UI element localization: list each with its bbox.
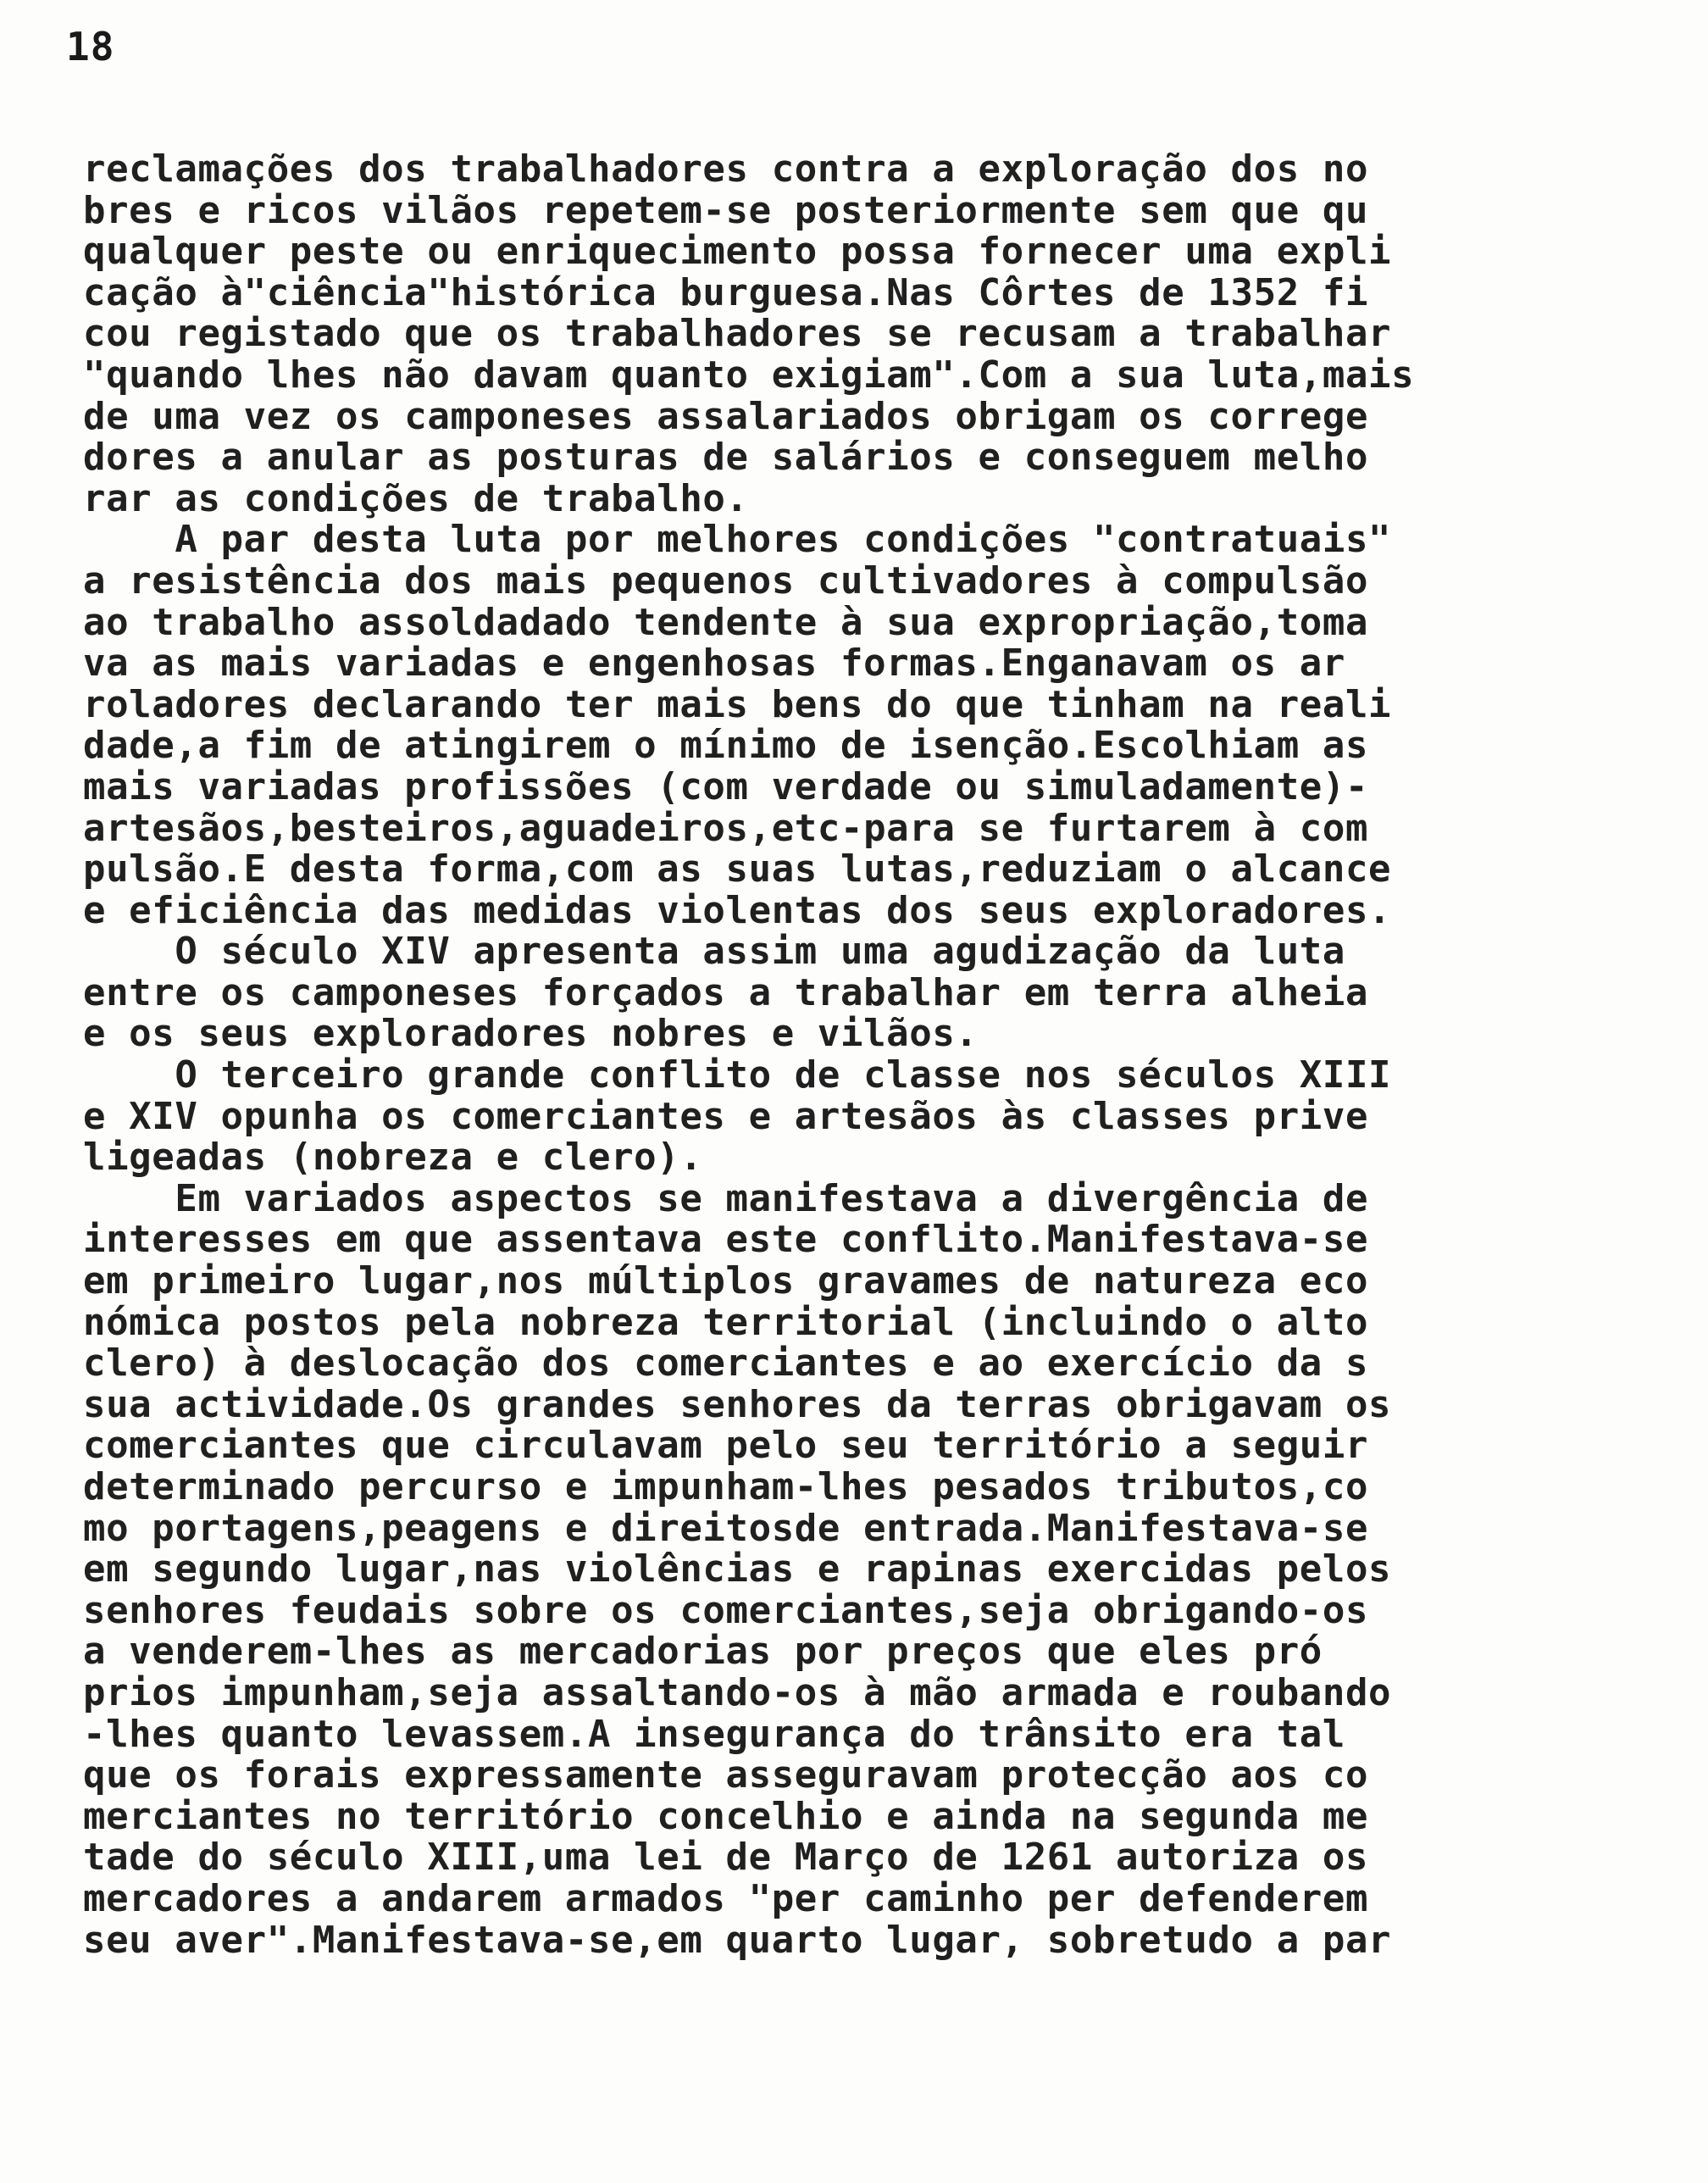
- text-line: mercadores a andarem armados "per caminho per defenderem: [83, 1876, 1369, 1920]
- page-number: 18: [66, 24, 115, 69]
- text-line: cação à"ciência"histórica burguesa.Nas Côrtes de 1352 fi: [83, 270, 1369, 314]
- text-line: seu aver".Manifestava-se,em quarto lugar, sobretudo a par: [83, 1918, 1392, 1962]
- text-line: senhores feudais sobre os comerciantes,seja obrigando-os: [83, 1588, 1369, 1632]
- text-line: mo portagens,peagens e direitosde entrada.Manifestava-se: [83, 1506, 1369, 1550]
- text-line: Em variados aspectos se manifestava a divergência de: [83, 1176, 1369, 1220]
- text-line: de uma vez os camponeses assalariados obrigam os correge: [83, 394, 1369, 438]
- text-line: dade,a fim de atingirem o mínimo de isenção.Escolhiam as: [83, 724, 1369, 768]
- text-line: qualquer peste ou enriquecimento possa fornecer uma expli: [83, 230, 1392, 274]
- text-line: ligeadas (nobreza e clero).: [83, 1136, 703, 1180]
- text-line: interesses em que assentava este conflito.Manifestava-se: [83, 1218, 1369, 1262]
- text-line: cou registado que os trabalhadores se recusam a trabalhar: [83, 312, 1392, 356]
- text-line: a venderem-lhes as mercadorias por preços que eles pró: [83, 1630, 1323, 1674]
- text-line: mais variadas profissões (com verdade ou simuladamente)-: [83, 764, 1369, 808]
- text-line: entre os camponeses forçados a trabalhar em terra alheia: [83, 970, 1369, 1014]
- text-line: artesãos,besteiros,aguadeiros,etc-para se furtarem à com: [83, 806, 1369, 850]
- text-line: e os seus exploradores nobres e vilãos.: [83, 1012, 979, 1056]
- text-line: comerciantes que circulavam pelo seu território a seguir: [83, 1424, 1369, 1468]
- text-line: A par desta luta por melhores condições "contratuais": [83, 518, 1392, 562]
- text-line: rar as condições de trabalho.: [83, 476, 749, 520]
- text-line: merciantes no território concelhio e ainda na segunda me: [83, 1794, 1369, 1838]
- text-line: em segundo lugar,nas violências e rapinas exercidas pelos: [83, 1547, 1392, 1591]
- text-line: e XIV opunha os comerciantes e artesãos às classes prive: [83, 1094, 1369, 1138]
- text-line: tade do século XIII,uma lei de Março de 1261 autoriza os: [83, 1836, 1369, 1880]
- text-line: va as mais variadas e engenhosas formas.Enganavam os ar: [83, 642, 1345, 686]
- text-line: ao trabalho assoldadado tendente à sua expropriação,toma: [83, 600, 1369, 644]
- text-line: que os forais expressamente asseguravam protecção aos co: [83, 1753, 1369, 1797]
- text-line: "quando lhes não davam quanto exigiam".Com a sua luta,mais: [83, 353, 1415, 397]
- text-line: reclamações dos trabalhadores contra a exploração dos no: [83, 147, 1369, 191]
- text-line: sua actividade.Os grandes senhores da terras obrigavam os: [83, 1382, 1392, 1426]
- text-line: pulsão.E desta forma,com as suas lutas,reduziam o alcance: [83, 847, 1392, 892]
- text-line: bres e ricos vilãos repetem-se posteriormente sem que qu: [83, 188, 1369, 232]
- text-line: nómica postos pela nobreza territorial (incluindo o alto: [83, 1300, 1369, 1344]
- text-line: prios impunham,seja assaltando-os à mão armada e roubando: [83, 1670, 1392, 1714]
- text-line: em primeiro lugar,nos múltiplos gravames de natureza eco: [83, 1259, 1369, 1303]
- text-line: O terceiro grande conflito de classe nos séculos XIII: [83, 1053, 1392, 1097]
- text-line: O século XIV apresenta assim uma agudização da luta: [83, 930, 1345, 974]
- body-text: [83, 149, 1642, 1961]
- text-line: determinado percurso e impunham-lhes pesados tributos,co: [83, 1465, 1369, 1508]
- text-line: a resistência dos mais pequenos cultivadores à compulsão: [83, 558, 1369, 603]
- text-line: dores a anular as posturas de salários e conseguem melho: [83, 436, 1369, 480]
- text-line: roladores declarando ter mais bens do que tinham na reali: [83, 682, 1392, 726]
- text-line: clero) à deslocação dos comerciantes e ao exercício da s: [83, 1341, 1369, 1386]
- text-line: -lhes quanto levassem.A insegurança do trânsito era tal: [83, 1712, 1345, 1756]
- text-line: e eficiência das medidas violentas dos seus exploradores.: [83, 888, 1392, 932]
